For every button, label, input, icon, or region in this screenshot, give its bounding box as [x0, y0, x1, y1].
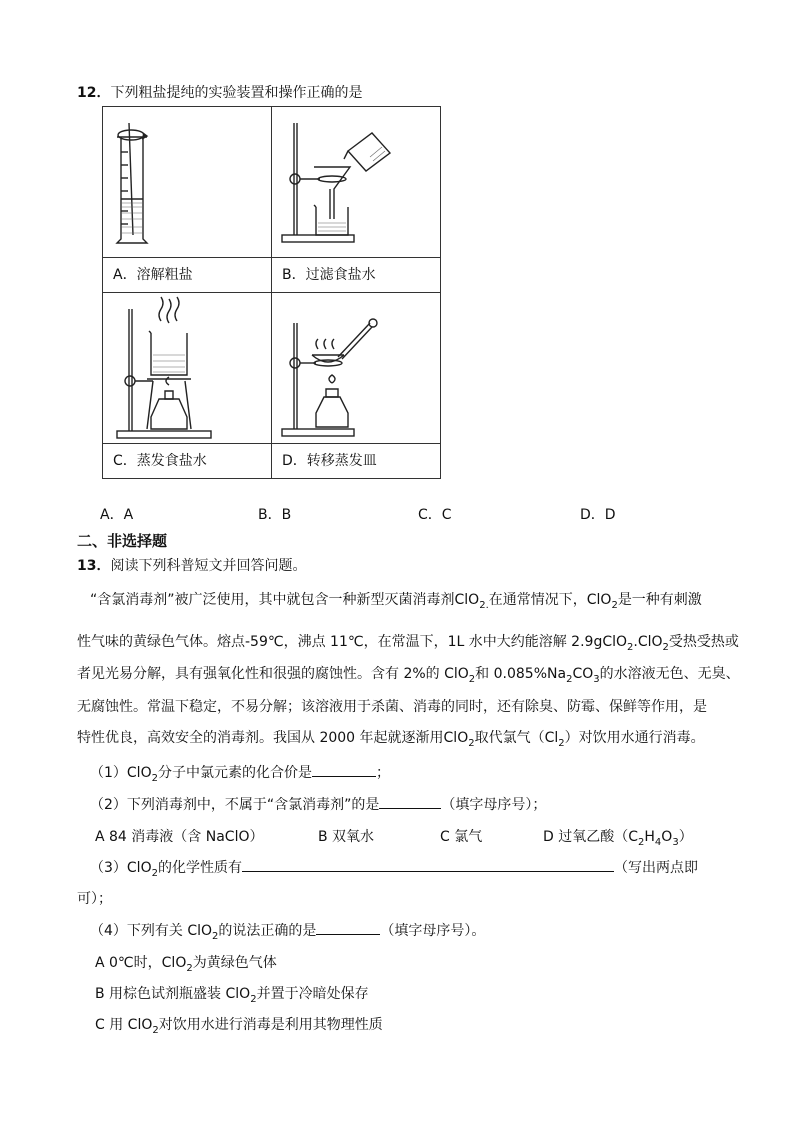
text: 受热受热或 — [668, 634, 739, 650]
text: ； — [375, 765, 390, 781]
subscript: 2 — [662, 641, 669, 653]
text: 取代氯气（Cl — [474, 730, 559, 746]
text: （4）下列有关 ClO — [90, 923, 213, 939]
answer-blank[interactable] — [316, 920, 380, 935]
text: 对饮用水进行消毒是利用其物理性质 — [158, 1017, 383, 1033]
text: （填字母序号）。 — [380, 923, 486, 939]
option-caption: D．转移蒸发皿 — [272, 443, 440, 478]
sub-question-4 — [90, 920, 485, 942]
subscript: 2 — [468, 737, 475, 749]
text: ） — [678, 829, 693, 845]
option-d: D．D — [580, 507, 616, 523]
text: 分子中氯元素的化合价是 — [157, 765, 312, 781]
question-number: 13． — [77, 558, 111, 574]
subscript: 2 — [186, 962, 193, 974]
subscript: 3 — [593, 673, 600, 685]
option-caption: C．蒸发食盐水 — [103, 443, 271, 478]
subscript: 2 — [558, 737, 565, 749]
text: “含氯消毒剂”被广泛使用，其中就包含一种新型灭菌消毒剂ClO — [90, 592, 480, 608]
beaker-heating-apparatus-icon — [103, 293, 271, 443]
subscript: 2. — [479, 599, 489, 611]
text: 者见光易分解，具有强氧化性和很强的腐蚀性。含有 2%的 ClO — [77, 666, 469, 682]
sub-question-1 — [90, 762, 390, 784]
passage-line-5 — [77, 728, 705, 754]
filtration-apparatus-icon — [272, 107, 440, 257]
passage-line-3 — [77, 664, 740, 690]
answer-blank[interactable] — [312, 762, 376, 777]
cell-d — [272, 293, 441, 479]
sub2-option-b: B 双氧水 — [318, 829, 375, 845]
option-c: C．C — [418, 507, 452, 523]
text: 性气味的黄绿色气体。熔点-59℃，沸点 11℃，在常温下，1L 水中大约能溶解 2.9gClO — [77, 634, 628, 650]
text: 为黄绿色气体 — [192, 955, 277, 971]
subscript: 2 — [212, 930, 219, 942]
subscript: 4 — [654, 836, 662, 848]
option-b: B．B — [258, 507, 292, 523]
text: O — [661, 829, 673, 845]
passage-line-4: 无腐蚀性。常温下稳定，不易分解；该溶液用于杀菌、消毒的同时，还有除臭、防霉、保鲜等作用，是 — [77, 699, 707, 715]
evaporating-dish-transfer-icon — [272, 293, 440, 443]
passage-line-2 — [77, 632, 739, 658]
text: （2）下列消毒剂中，不属于“含氯消毒剂”的是 — [90, 797, 380, 813]
question-text: 下列粗盐提纯的实验装置和操作正确的是 — [110, 85, 363, 101]
text: （1）ClO — [90, 765, 152, 781]
subscript: 2 — [250, 993, 257, 1005]
subscript: 2 — [566, 673, 573, 685]
text: 的说法正确的是 — [218, 923, 317, 939]
cell-c — [103, 293, 272, 479]
text: （3）ClO — [90, 860, 152, 876]
text: 和 0.085%Na — [475, 666, 567, 682]
sub4-option-b — [95, 983, 369, 1005]
sub-question-3-cont: 可）； — [77, 891, 112, 907]
answer-blank[interactable] — [242, 857, 614, 872]
option-a: A．A — [100, 507, 134, 523]
text: H — [644, 829, 655, 845]
subscript: 2 — [152, 1024, 159, 1036]
subscript: 2 — [468, 673, 476, 685]
sub4-option-c — [95, 1014, 383, 1036]
text: ）对饮用水通行消毒。 — [564, 730, 705, 746]
sub2-option-a: A 84 消毒液（含 NaClO） — [95, 829, 264, 845]
answer-blank[interactable] — [379, 794, 441, 809]
section-title: 二、非选择题 — [77, 532, 168, 550]
question-text: 阅读下列科普短文并回答问题。 — [110, 558, 307, 574]
cell-a — [103, 107, 272, 293]
apparatus-table — [102, 106, 441, 479]
text: （写出两点即 — [613, 860, 698, 876]
text: CO — [572, 666, 594, 682]
passage-line-1 — [90, 590, 702, 616]
text: A 0℃时，ClO — [95, 955, 187, 971]
text: 是一种有刺激 — [617, 592, 702, 608]
subscript: 2 — [638, 836, 645, 848]
sub2-option-c: C 氯气 — [440, 829, 483, 845]
option-caption: B．过滤食盐水 — [272, 257, 440, 292]
subscript: 2 — [611, 599, 618, 611]
sub2-option-d — [543, 826, 693, 848]
sub4-option-a — [95, 952, 277, 974]
question-13-stem — [77, 555, 306, 575]
subscript: 2 — [151, 772, 158, 784]
graduated-cylinder-stirring-icon — [103, 107, 271, 257]
sub-question-3 — [90, 857, 698, 879]
text: .ClO — [633, 634, 663, 650]
sub-question-2 — [90, 794, 546, 814]
text: （填字母序号）； — [441, 797, 547, 813]
question-12-stem — [77, 82, 362, 102]
text: D 过氧乙酸（C — [543, 829, 639, 845]
text: C 用 ClO — [95, 1017, 153, 1033]
subscript: 2 — [627, 641, 634, 653]
question-number: 12． — [77, 85, 111, 101]
text: 在通常情况下，ClO — [488, 592, 612, 608]
text: 特性优良，高效安全的消毒剂。我国从 2000 年起就逐渐用ClO — [77, 730, 469, 746]
text: B 用棕色试剂瓶盛装 ClO — [95, 986, 251, 1002]
text: 的水溶液无色、无臭、 — [599, 666, 740, 682]
subscript: 2 — [151, 867, 158, 879]
text: 的化学性质有 — [157, 860, 242, 876]
text: 并置于冷暗处保存 — [256, 986, 369, 1002]
subscript: 3 — [672, 836, 679, 848]
option-caption: A．溶解粗盐 — [103, 257, 271, 292]
cell-b — [272, 107, 441, 293]
